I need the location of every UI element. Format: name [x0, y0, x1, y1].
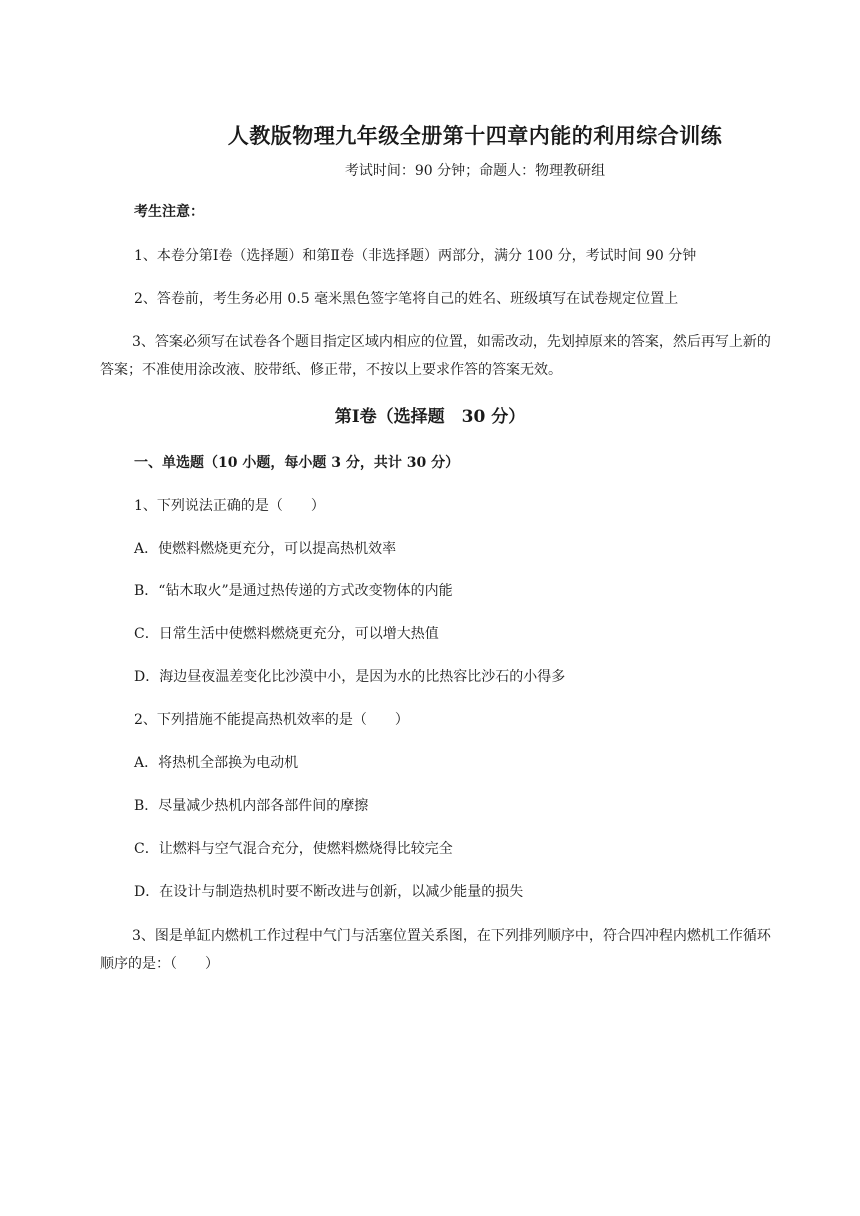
notice-item-3: 3、答案必须写在试卷各个题目指定区域内相应的位置，如需改动，先划掉原来的答案，然后再写上新的答案；不准使用涂改液、胶带纸、修正带，不按以上要求作答的答案无效。 [100, 334, 771, 378]
notice-item-2: 2、答卷前，考生务必用 0.5 毫米黑色签字笔将自己的姓名、班级填写在试卷规定位置上 [134, 291, 679, 307]
question-1-option-d: D．海边昼夜温差变化比沙漠中小，是因为水的比热容比沙石的小得多 [134, 669, 566, 685]
question-2-option-c: C．让燃料与空气混合充分，使燃料燃烧得比较完全 [134, 841, 453, 857]
notice-item-1: 1、本卷分第Ⅰ卷（选择题）和第Ⅱ卷（非选择题）两部分，满分 100 分，考试时间 90 分钟 [134, 248, 697, 264]
question-1-option-c: C．日常生活中使燃料燃烧更充分，可以增大热值 [134, 626, 439, 642]
notice-heading: 考生注意： [134, 204, 204, 220]
question-3-stem: 3、图是单缸内燃机工作过程中气门与活塞位置关系图，在下列排列顺序中，符合四冲程内燃机工作循环顺序的是：（ ） [100, 928, 771, 972]
question-1-stem: 1、下列说法正确的是（ ） [134, 498, 325, 514]
question-2-option-a: A．将热机全部换为电动机 [134, 755, 299, 771]
question-2-stem: 2、下列措施不能提高热机效率的是（ ） [134, 712, 409, 728]
exam-title: 人教版物理九年级全册第十四章内能的利用综合训练 [227, 123, 723, 148]
question-2-option-b: B．尽量减少热机内部各部件间的摩擦 [134, 798, 369, 814]
question-1-option-b: B．“钻木取火”是通过热传递的方式改变物体的内能 [134, 583, 453, 599]
exam-subtitle: 考试时间：90 分钟；命题人：物理教研组 [344, 163, 606, 179]
section-heading: 一、单选题（10 小题，每小题 3 分，共计 30 分） [134, 455, 460, 471]
part1-title: 第Ⅰ卷（选择题 30 分） [334, 407, 526, 427]
question-2-option-d: D．在设计与制造热机时要不断改进与创新，以减少能量的损失 [134, 884, 524, 900]
question-1-option-a: A．使燃料燃烧更充分，可以提高热机效率 [134, 541, 397, 557]
